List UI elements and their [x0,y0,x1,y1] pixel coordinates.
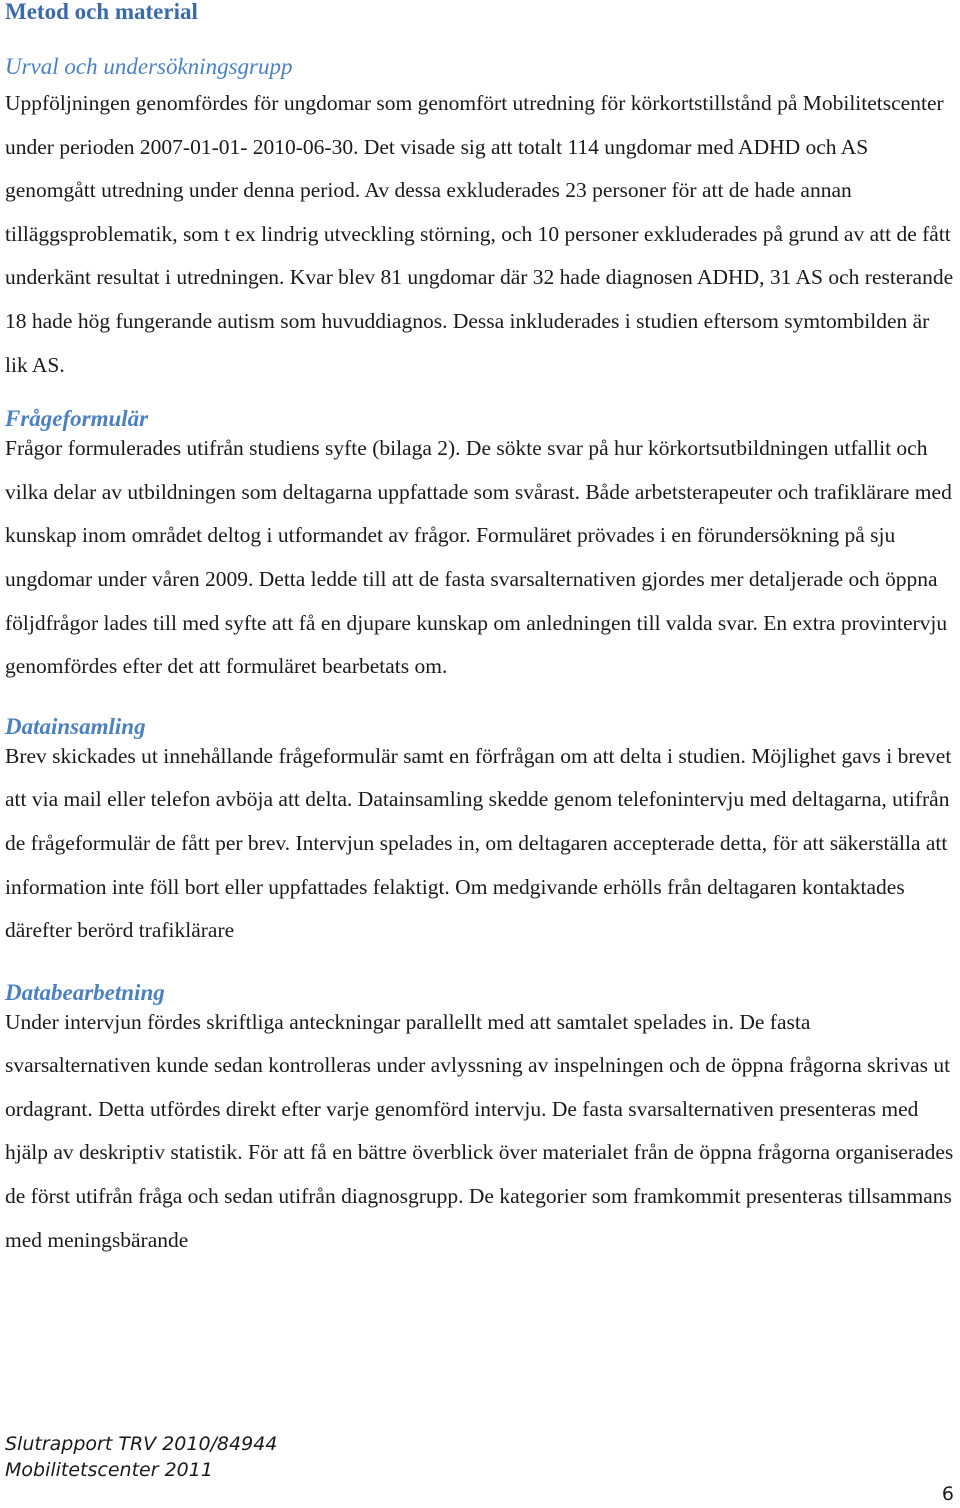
chapter-title: Metod och material [5,0,198,24]
section-databearbetning [5,979,957,1263]
page-footer [5,1431,277,1483]
footer-organization: Mobilitetscenter 2011 [5,1459,213,1481]
section-body-databearbetning: Under intervjun fördes skriftliga anteckningar parallellt med att samtalet spelades in. De fasta svarsalternativen kunde sedan kontrolleras under avlyssning av inspelningen och de öppna frågorna skrivas ut ordagrant. Detta utfördes direkt efter varje genomförd intervju. De fasta svarsalternativen presenteras med hjälp av deskriptiv statistik. För att få en bättre överblick över materialet från de öppna frågorna organiserades de först utifrån fråga och sedan utifrån diagnosgrupp. De kategorier som framkommit presenteras tillsammans med meningsbärande [5,1009,954,1252]
footer-report-id: Slutrapport TRV 2010/84944 [5,1433,278,1455]
page-number: 6 [941,1483,954,1505]
section-frageformular [5,405,957,689]
document-page [5,0,957,1262]
section-heading-databearbetning: Databearbetning [5,979,165,1005]
section-heading-datainsamling: Datainsamling [5,713,146,739]
section-datainsamling [5,713,957,953]
section-heading-frageformular: Frågeformulär [5,406,149,432]
section-body-datainsamling: Brev skickades ut innehållande frågeformulär samt en förfrågan om att delta i studien. Möjlighet gavs i brevet att via mail eller telefon avböja att delta. Datainsamling skedde genom telefonintervju med deltagarna, utifrån de frågeformulär de fått per brev. Intervjun spelades in, om deltagaren accepterade detta, för att säkerställa att information inte föll bort eller uppfattades felaktigt. Om medgivande erhölls från deltagaren kontaktades därefter berörd trafiklärare [5,743,952,943]
section-body-urval: Uppföljningen genomfördes för ungdomar som genomfört utredning för körkortstillstånd på Mobilitetscenter under perioden 2007-01-01- 2010-06-30. Det visade sig att totalt 114 ungdomar med ADHD och AS genomgått utredning under denna period. Av dessa exkluderades 23 personer för att de hade annan tilläggsproblematik, som t ex lindrig utveckling störning, och 10 personer exkluderades på grund av att de fått underkänt resultat i utredningen. Kvar blev 81 ungdomar där 32 hade diagnosen ADHD, 31 AS och resterande 18 hade hög fungerande autism som huvuddiagnos. Dessa inkluderades i studien eftersom symtombilden är lik AS. [5,91,954,377]
section-heading-urval: Urval och undersökningsgrupp [5,54,293,79]
section-body-frageformular: Frågor formulerades utifrån studiens syfte (bilaga 2). De sökte svar på hur körkortsutbildningen utfallit och vilka delar av utbildningen som deltagarna uppfattade som svårast. Både arbetsterapeuter och trafiklärare med kunskap inom området deltog i utformandet av frågor. Formuläret prövades i en förundersökning på sju ungdomar under våren 2009. Detta ledde till att de fasta svarsalternativen gjordes mer detaljerade och öppna följdfrågor lades till med syfte att få en djupare kunskap om anledningen till valda svar. En extra provintervju genomfördes efter det att formuläret bearbetats om. [5,436,952,679]
section-urval [5,53,957,387]
